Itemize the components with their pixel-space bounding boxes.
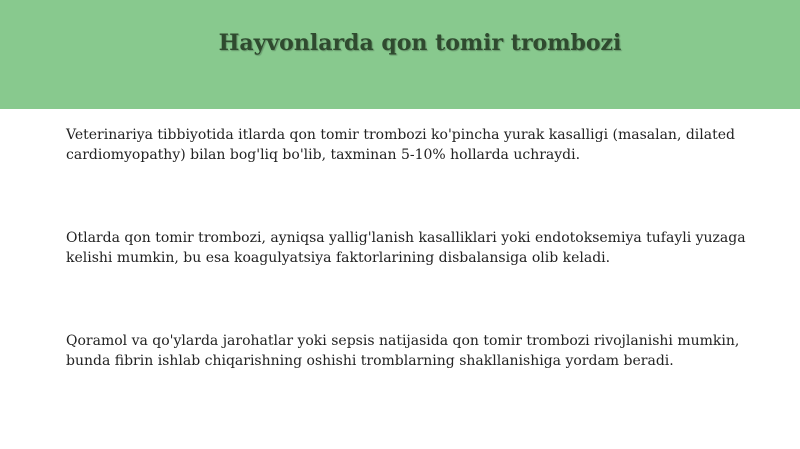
paragraph-horses: Otlarda qon tomir trombozi, ayniqsa yallig'lanish kasalliklari yoki endotoksemiya tufayli yuzaga kelishi mumkin, bu esa koagulyatsiya faktorlarining disbalansiga olib keladi. xyxy=(66,230,746,266)
paragraph-dogs: Veterinariya tibbiyotida itlarda qon tomir trombozi ko'pincha yurak kasalligi (masalan, dilated cardiomyopathy) bilan bog'liq bo'lib, taxminan 5-10% hollarda uchraydi. xyxy=(66,127,735,163)
paragraph-cattle-sheep: Qoramol va qo'ylarda jarohatlar yoki sepsis natijasida qon tomir trombozi rivojlanishi mumkin, bunda fibrin ishlab chiqarishning oshishi tromblarning shakllanishiga yordam beradi. xyxy=(66,333,740,369)
slide-title: Hayvonlarda qon tomir trombozi xyxy=(218,30,622,56)
slide-header xyxy=(0,0,800,109)
